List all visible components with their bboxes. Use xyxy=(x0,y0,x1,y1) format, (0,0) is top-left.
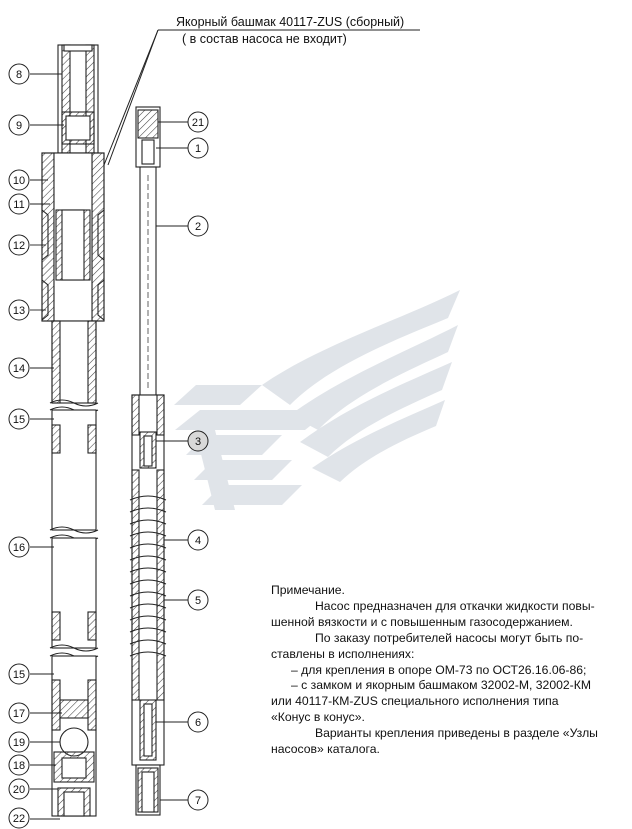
callout-15-lower xyxy=(9,664,29,684)
callout-15-upper xyxy=(9,409,29,429)
note-line: или 40117-КМ-ZUS специального исполнения типа xyxy=(271,694,559,709)
callout-4 xyxy=(188,530,208,550)
callout-18 xyxy=(9,755,29,775)
note-line: По заказу потребителей насосы могут быть по- xyxy=(315,630,584,645)
svg-text:8: 8 xyxy=(15,69,23,81)
svg-text:21: 21 xyxy=(191,117,205,129)
callout-13 xyxy=(9,300,29,320)
note-block xyxy=(271,583,631,758)
svg-text:11: 11 xyxy=(13,199,25,211)
svg-text:10: 10 xyxy=(12,175,26,187)
callout-12 xyxy=(9,235,29,255)
note-line: – для крепления в опоре ОМ-73 по ОСТ26.16.06-86; xyxy=(291,662,587,677)
callout-11 xyxy=(9,194,29,214)
callout-1 xyxy=(188,138,208,158)
svg-text:1: 1 xyxy=(194,143,202,155)
watermark-logo-icon xyxy=(174,290,460,510)
note-line: шенной вязкости и с повышенным газосодержанием. xyxy=(271,614,573,629)
svg-text:20: 20 xyxy=(12,784,26,796)
svg-text:15: 15 xyxy=(12,669,26,681)
callout-3 xyxy=(188,431,208,451)
svg-text:15: 15 xyxy=(12,414,26,426)
svg-text:7: 7 xyxy=(194,795,202,807)
svg-text:3: 3 xyxy=(194,436,202,448)
note-line: Варианты крепления приведены в разделе «Узлы xyxy=(315,726,598,741)
right-assembly xyxy=(132,107,164,815)
note-line: Насос предназначен для откачки жидкости повы- xyxy=(315,598,595,613)
svg-text:6: 6 xyxy=(194,717,202,729)
note-line: насосов» каталога. xyxy=(271,742,380,757)
left-assembly xyxy=(42,45,104,816)
callout-7 xyxy=(188,790,208,810)
svg-text:14: 14 xyxy=(12,363,26,375)
svg-text:18: 18 xyxy=(12,760,26,772)
svg-text:12: 12 xyxy=(12,240,26,252)
callout-16 xyxy=(9,537,29,557)
callout-14 xyxy=(9,358,29,378)
callout-9 xyxy=(9,115,29,135)
callout-10 xyxy=(9,170,29,190)
svg-text:19: 19 xyxy=(12,737,26,749)
svg-text:2: 2 xyxy=(194,221,202,233)
note-line: – с замком и якорным башмаком 32002-М, 32002-КМ xyxy=(291,678,591,693)
svg-text:22: 22 xyxy=(12,813,26,825)
svg-text:16: 16 xyxy=(12,542,26,554)
note-line: ставлены в исполнениях: xyxy=(271,646,415,661)
callout-8 xyxy=(9,64,29,84)
callout-17 xyxy=(9,703,29,723)
svg-text:4: 4 xyxy=(194,535,202,547)
svg-text:13: 13 xyxy=(12,305,26,317)
note-heading: Примечание. xyxy=(271,583,345,597)
svg-text:17: 17 xyxy=(12,708,26,720)
callout-5 xyxy=(188,590,208,610)
svg-text:9: 9 xyxy=(15,120,23,132)
note-line: «Конус в конус». xyxy=(271,710,365,725)
callout-20 xyxy=(9,779,29,799)
callout-19 xyxy=(9,732,29,752)
header-subtitle: ( в состав насоса не входит) xyxy=(182,32,347,46)
svg-text:5: 5 xyxy=(194,595,202,607)
header-title: Якорный башмак 40117-ZUS (сборный) xyxy=(176,15,405,29)
callout-21 xyxy=(188,112,208,132)
callout-22 xyxy=(9,808,29,828)
callout-6 xyxy=(188,712,208,732)
callout-2 xyxy=(188,216,208,236)
